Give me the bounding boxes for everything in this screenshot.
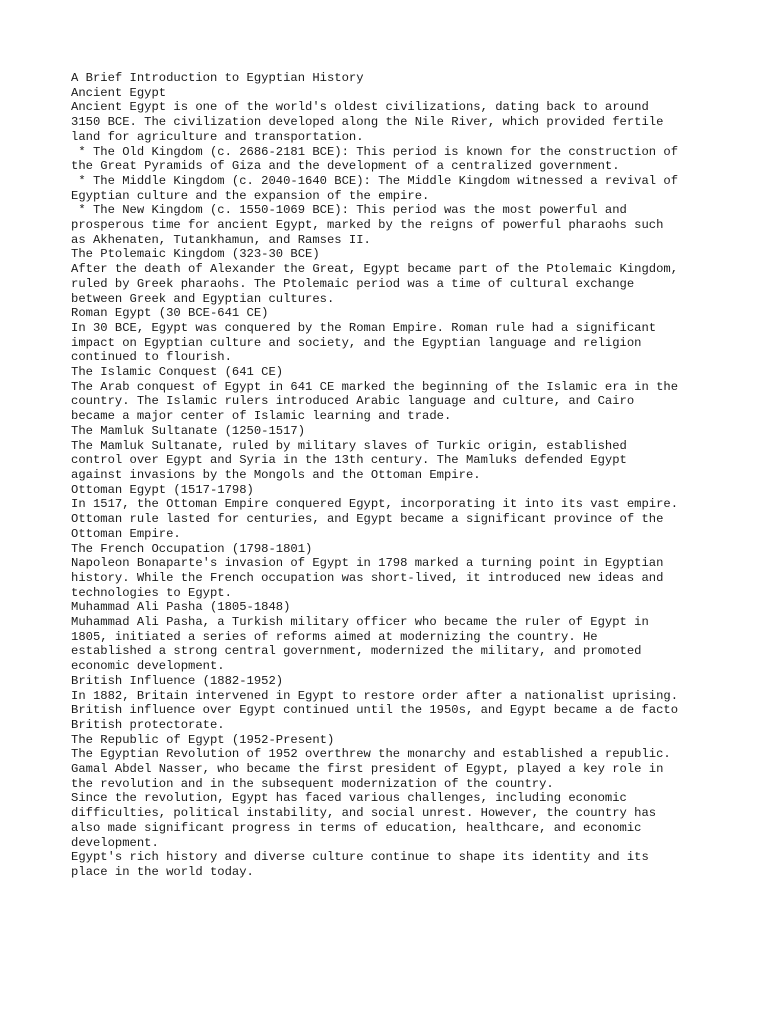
- document-line: British protectorate.: [71, 717, 225, 732]
- document-line: control over Egypt and Syria in the 13th century. The Mamluks defended Egypt: [71, 453, 627, 468]
- document-body: [71, 71, 711, 880]
- document-line: Muhammad Ali Pasha (1805-1848): [71, 600, 291, 615]
- document-line: continued to flourish.: [71, 350, 232, 365]
- document-page: [71, 71, 711, 880]
- document-line: against invasions by the Mongols and the Ottoman Empire.: [71, 467, 481, 482]
- document-line: Napoleon Bonaparte's invasion of Egypt in 1798 marked a turning point in Egyptian: [71, 556, 664, 571]
- document-line: 1805, initiated a series of reforms aimed at modernizing the country. He: [71, 629, 598, 644]
- document-line: Ottoman Egypt (1517-1798): [71, 482, 254, 497]
- document-line: Ancient Egypt: [71, 85, 167, 100]
- document-line: became a major center of Islamic learning and trade.: [71, 409, 452, 424]
- document-line: ruled by Greek pharaohs. The Ptolemaic period was a time of cultural exchange: [71, 276, 635, 291]
- document-line: Egypt's rich history and diverse culture continue to shape its identity and its: [71, 850, 649, 865]
- document-line: The Islamic Conquest (641 CE): [71, 365, 284, 380]
- document-line: * The Middle Kingdom (c. 2040-1640 BCE): The Middle Kingdom witnessed a revival of: [71, 173, 679, 188]
- document-line: development.: [71, 835, 159, 850]
- document-line: The Mamluk Sultanate, ruled by military slaves of Turkic origin, established: [71, 438, 627, 453]
- document-line: Roman Egypt (30 BCE-641 CE): [71, 306, 269, 321]
- document-line: Ancient Egypt is one of the world's oldest civilizations, dating back to around: [71, 100, 649, 115]
- document-line: Ottoman Empire.: [71, 526, 181, 541]
- document-line: Muhammad Ali Pasha, a Turkish military officer who became the ruler of Egypt in: [71, 615, 649, 630]
- document-line: Since the revolution, Egypt has faced various challenges, including economic: [71, 791, 627, 806]
- document-line: between Greek and Egyptian cultures.: [71, 291, 335, 306]
- document-line: the revolution and in the subsequent modernization of the country.: [71, 776, 554, 791]
- document-line: The Republic of Egypt (1952-Present): [71, 732, 335, 747]
- document-line: established a strong central government, modernized the military, and promoted: [71, 644, 642, 659]
- document-line: the Great Pyramids of Giza and the development of a centralized government.: [71, 159, 620, 174]
- document-line: 3150 BCE. The civilization developed along the Nile River, which provided fertile: [71, 115, 664, 130]
- document-line: also made significant progress in terms of education, healthcare, and economic: [71, 820, 642, 835]
- document-line: Ottoman rule lasted for centuries, and Egypt became a significant province of the: [71, 512, 664, 527]
- document-line: * The Old Kingdom (c. 2686-2181 BCE): This period is known for the construction of: [71, 144, 679, 159]
- document-line: Egyptian culture and the expansion of the empire.: [71, 188, 430, 203]
- document-line: The French Occupation (1798-1801): [71, 541, 313, 556]
- document-line: history. While the French occupation was short-lived, it introduced new ideas and: [71, 570, 664, 585]
- document-line: British Influence (1882-1952): [71, 673, 284, 688]
- document-line: The Egyptian Revolution of 1952 overthrew the monarchy and established a republic.: [71, 747, 671, 762]
- document-line: place in the world today.: [71, 864, 254, 879]
- document-line: country. The Islamic rulers introduced Arabic language and culture, and Cairo: [71, 394, 635, 409]
- document-line: After the death of Alexander the Great, Egypt became part of the Ptolemaic Kingdom,: [71, 262, 679, 277]
- document-line: * The New Kingdom (c. 1550-1069 BCE): This period was the most powerful and: [71, 203, 627, 218]
- document-line: difficulties, political instability, and social unrest. However, the country has: [71, 806, 657, 821]
- document-line: land for agriculture and transportation.: [71, 129, 364, 144]
- document-title: A Brief Introduction to Egyptian History: [71, 71, 364, 85]
- document-line: economic development.: [71, 659, 225, 674]
- document-line: The Mamluk Sultanate (1250-1517): [71, 423, 306, 438]
- document-line: technologies to Egypt.: [71, 585, 232, 600]
- document-line: In 1517, the Ottoman Empire conquered Egypt, incorporating it into its vast empire.: [71, 497, 679, 512]
- document-line: Gamal Abdel Nasser, who became the first president of Egypt, played a key role in: [71, 762, 664, 777]
- document-line: The Arab conquest of Egypt in 641 CE marked the beginning of the Islamic era in the: [71, 379, 679, 394]
- document-line: British influence over Egypt continued until the 1950s, and Egypt became a de facto: [71, 703, 679, 718]
- document-line: impact on Egyptian culture and society, and the Egyptian language and religion: [71, 335, 642, 350]
- document-line: In 1882, Britain intervened in Egypt to restore order after a nationalist uprising.: [71, 688, 679, 703]
- document-line: The Ptolemaic Kingdom (323-30 BCE): [71, 247, 320, 262]
- document-line: prosperous time for ancient Egypt, marked by the reigns of powerful pharaohs such: [71, 218, 664, 233]
- document-line: In 30 BCE, Egypt was conquered by the Roman Empire. Roman rule had a significant: [71, 320, 657, 335]
- document-line: as Akhenaten, Tutankhamun, and Ramses II.: [71, 232, 371, 247]
